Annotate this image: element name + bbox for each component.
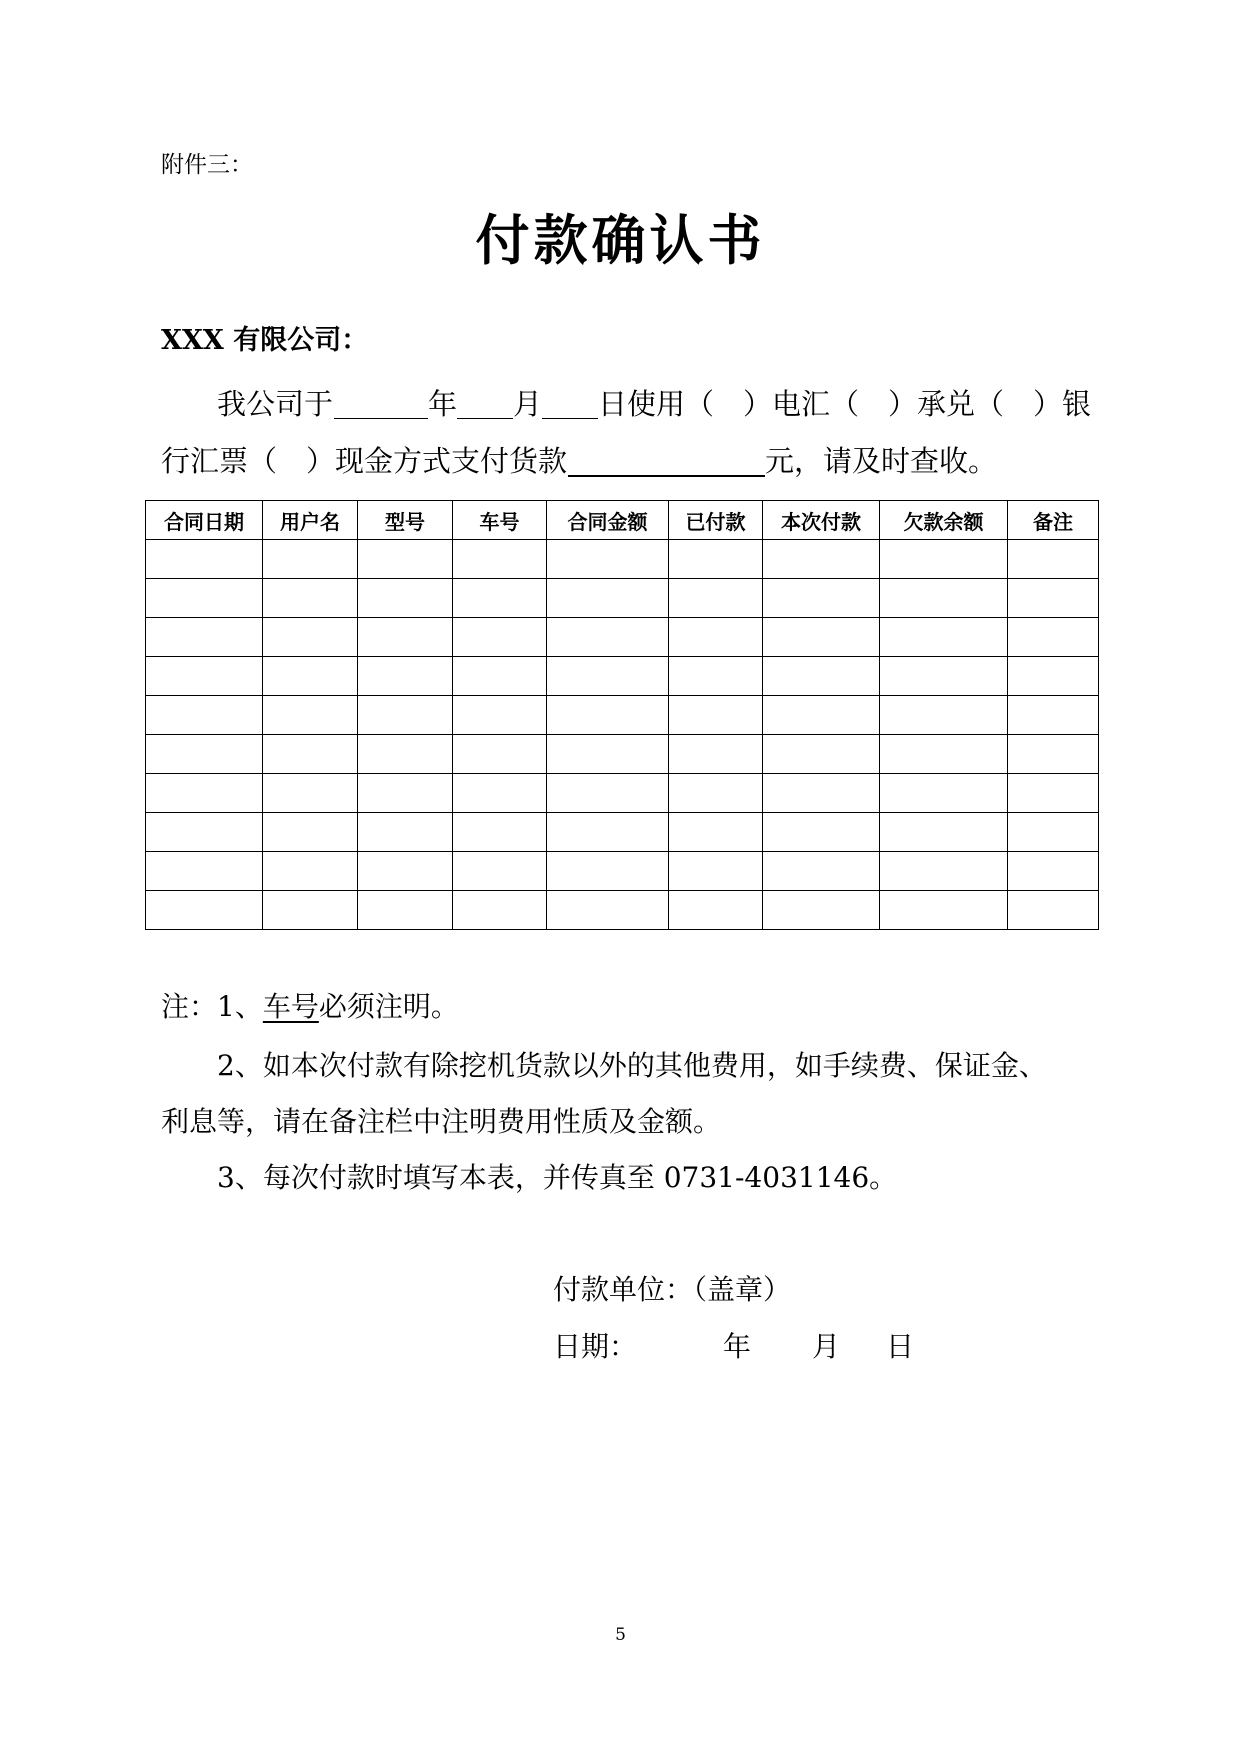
day-blank-field[interactable]: [542, 388, 598, 419]
table-cell[interactable]: [263, 891, 358, 930]
table-cell[interactable]: [880, 540, 1008, 579]
page-number: 5: [615, 1625, 626, 1645]
table-cell[interactable]: [763, 618, 880, 657]
table-cell[interactable]: [1008, 696, 1099, 735]
table-cell[interactable]: [763, 891, 880, 930]
payment-method-options: 日使用（ ）电汇（ ）承兑（ ）银: [598, 387, 1092, 421]
table-cell[interactable]: [1008, 735, 1099, 774]
table-cell[interactable]: [146, 852, 263, 891]
table-cell[interactable]: [547, 579, 669, 618]
table-cell[interactable]: [453, 813, 547, 852]
note-1-prefix: 注：1、: [161, 990, 263, 1023]
table-cell[interactable]: [669, 579, 763, 618]
table-cell[interactable]: [669, 735, 763, 774]
table-cell[interactable]: [763, 696, 880, 735]
table-cell[interactable]: [880, 579, 1008, 618]
table-row: [146, 774, 1099, 813]
table-cell[interactable]: [763, 579, 880, 618]
table-cell[interactable]: [358, 891, 453, 930]
table-cell[interactable]: [669, 891, 763, 930]
payer-unit-seal-label: 付款单位：（盖章）: [553, 1273, 792, 1306]
column-header: 用户名: [263, 501, 358, 540]
table-cell[interactable]: [358, 579, 453, 618]
table-cell[interactable]: [547, 540, 669, 579]
date-month-label: 月: [812, 1330, 841, 1363]
table-cell[interactable]: [263, 657, 358, 696]
table-cell[interactable]: [880, 891, 1008, 930]
column-header: 本次付款: [763, 501, 880, 540]
table-cell[interactable]: [263, 618, 358, 657]
table-cell[interactable]: [453, 696, 547, 735]
table-cell[interactable]: [547, 735, 669, 774]
table-cell[interactable]: [146, 618, 263, 657]
table-cell[interactable]: [669, 540, 763, 579]
date-label: 日期：: [553, 1330, 638, 1363]
statement-suffix: 元，请及时查收。: [765, 444, 998, 478]
table-cell[interactable]: [1008, 540, 1099, 579]
table-row: [146, 696, 1099, 735]
table-cell[interactable]: [146, 540, 263, 579]
table-cell[interactable]: [358, 813, 453, 852]
document-title: 付款确认书: [475, 209, 766, 272]
table-cell[interactable]: [453, 774, 547, 813]
table-cell[interactable]: [547, 852, 669, 891]
note-1: [161, 985, 459, 1025]
table-cell[interactable]: [1008, 579, 1099, 618]
table-cell[interactable]: [669, 657, 763, 696]
table-cell[interactable]: [1008, 774, 1099, 813]
table-cell[interactable]: [669, 852, 763, 891]
table-row: [146, 618, 1099, 657]
amount-blank-field[interactable]: [568, 445, 765, 477]
table-cell[interactable]: [763, 657, 880, 696]
note-2-line-2: 利息等，请在备注栏中注明费用性质及金额。: [161, 1105, 722, 1138]
note-3: 3、每次付款时填写本表，并传真至 0731-4031146。: [217, 1161, 898, 1194]
table-row: [146, 657, 1099, 696]
table-row: [146, 852, 1099, 891]
table-cell[interactable]: [669, 696, 763, 735]
table-cell[interactable]: [880, 735, 1008, 774]
table-cell[interactable]: [453, 852, 547, 891]
table-cell[interactable]: [146, 657, 263, 696]
table-cell[interactable]: [763, 774, 880, 813]
table-cell[interactable]: [263, 852, 358, 891]
column-header: 型号: [358, 501, 453, 540]
table-cell[interactable]: [880, 696, 1008, 735]
table-cell[interactable]: [763, 852, 880, 891]
table-cell[interactable]: [453, 618, 547, 657]
table-cell[interactable]: [146, 774, 263, 813]
table-cell[interactable]: [880, 618, 1008, 657]
column-header: 已付款: [669, 501, 763, 540]
table-cell[interactable]: [263, 735, 358, 774]
table-cell[interactable]: [669, 813, 763, 852]
table-cell[interactable]: [146, 813, 263, 852]
table-cell[interactable]: [358, 657, 453, 696]
recipient-company: XXX 有限公司：: [161, 325, 369, 356]
table-cell[interactable]: [358, 735, 453, 774]
note-1-suffix: 必须注明。: [318, 990, 459, 1023]
table-cell[interactable]: [453, 735, 547, 774]
table-cell[interactable]: [146, 696, 263, 735]
table-cell[interactable]: [547, 891, 669, 930]
table-cell[interactable]: [263, 540, 358, 579]
note-1-underlined-term: 车号: [262, 990, 319, 1023]
table-cell[interactable]: [263, 774, 358, 813]
table-cell[interactable]: [358, 696, 453, 735]
column-header: 备注: [1008, 501, 1099, 540]
table-cell[interactable]: [669, 618, 763, 657]
table-cell[interactable]: [453, 579, 547, 618]
year-blank-field[interactable]: [334, 388, 428, 419]
table-cell[interactable]: [547, 774, 669, 813]
payment-method-continued: 行汇票（ ）现金方式支付货款: [161, 444, 568, 478]
table-header-row: [146, 501, 1099, 540]
table-cell[interactable]: [763, 735, 880, 774]
column-header: 合同金额: [547, 501, 669, 540]
table-cell[interactable]: [547, 813, 669, 852]
table-cell[interactable]: [880, 852, 1008, 891]
table-cell[interactable]: [146, 891, 263, 930]
table-cell[interactable]: [263, 579, 358, 618]
table-cell[interactable]: [453, 540, 547, 579]
table-cell[interactable]: [1008, 813, 1099, 852]
table-cell[interactable]: [880, 657, 1008, 696]
table-cell[interactable]: [358, 540, 453, 579]
payment-details-table: [145, 500, 1099, 930]
table-cell[interactable]: [146, 735, 263, 774]
table-cell[interactable]: [1008, 852, 1099, 891]
column-header: 合同日期: [146, 501, 263, 540]
statement-prefix: 我公司于: [217, 387, 334, 421]
month-label: 月: [513, 387, 543, 421]
table-cell[interactable]: [263, 696, 358, 735]
table-cell[interactable]: [358, 618, 453, 657]
column-header: 车号: [453, 501, 547, 540]
attachment-label: 附件三：: [161, 152, 253, 178]
table-cell[interactable]: [547, 696, 669, 735]
year-label: 年: [428, 387, 458, 421]
table-cell[interactable]: [1008, 657, 1099, 696]
note-2-line-1: 2、如本次付款有除挖机货款以外的其他费用，如手续费、保证金、: [217, 1049, 1047, 1082]
table-cell[interactable]: [880, 774, 1008, 813]
column-header: 欠款余额: [880, 501, 1008, 540]
month-blank-field[interactable]: [457, 388, 513, 419]
table-cell[interactable]: [547, 657, 669, 696]
table-cell[interactable]: [547, 618, 669, 657]
table-cell[interactable]: [763, 540, 880, 579]
table-row: [146, 579, 1099, 618]
table-cell[interactable]: [263, 813, 358, 852]
table-cell[interactable]: [146, 579, 263, 618]
table-cell[interactable]: [1008, 618, 1099, 657]
date-day-label: 日: [886, 1330, 915, 1363]
table-cell[interactable]: [453, 891, 547, 930]
table-cell[interactable]: [763, 813, 880, 852]
table-row: [146, 540, 1099, 579]
table-row: [146, 735, 1099, 774]
table-row: [146, 891, 1099, 930]
table-cell[interactable]: [880, 813, 1008, 852]
table-cell[interactable]: [669, 774, 763, 813]
table-cell[interactable]: [358, 774, 453, 813]
date-year-label: 年: [723, 1330, 752, 1363]
table-cell[interactable]: [453, 657, 547, 696]
table-row: [146, 813, 1099, 852]
table-cell[interactable]: [358, 852, 453, 891]
table-cell[interactable]: [1008, 891, 1099, 930]
